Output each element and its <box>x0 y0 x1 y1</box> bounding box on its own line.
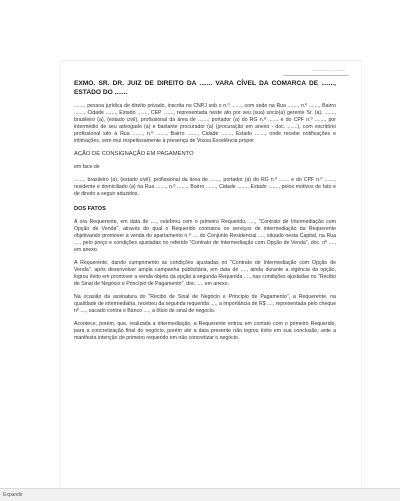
facts-heading: DOS FATOS <box>74 206 106 212</box>
defendant-paragraph: ......., brasileiro (a), (estado civil), profissional da área de ......., portador (a) do RG n.º ....... e do CPF n.º ......., residente e domiciliado (a) na Rua ......., n.º ......., Bairro ......., Cidade ......., Estado ......., pelos motivos de fato e de direito a seguir aduzidos. <box>74 177 336 197</box>
expand-link[interactable]: Expandir <box>3 492 23 498</box>
versus-text: em face de <box>74 164 100 170</box>
facts-paragraph-3: Na ocasião da assinatura do "Recibo de Sinal de Negócio e Princípio de Pagamento", a Requerente, na qualidade de intermediária, recebeu da segunda requerida ...., a importância de R$ ...., representada pelo cheque nº ...., sacado contra o Banco ...., a título de sinal de negócio. <box>74 294 336 314</box>
facts-paragraph-4: Acontece, porém, que, realizada a intermediação, a Requerente entrou em contato com o primeiro Requerido, para a concretização final do negócio, porém até a data presente não logrou êxito em sua conclusão, ante a manifesta intenção do primeiro requerido em não concretizar o negócio. <box>74 321 336 341</box>
document-content <box>74 80 336 348</box>
action-title: AÇÃO DE CONSIGNAÇÃO EM PAGAMENTO <box>74 151 194 157</box>
intro-paragraph: ......., pessoa jurídica de direito privado, inscrita no CNPJ sob o n.º ......., com sede na Rua ......., n.º ......., Bairro ......., Cidade ......., Estado ......., CEP ......., representada neste ato por seu (sua) sócio(a) gerente Sr. (a). ......., brasileiro (a), (estado civil), profissional da área de ......., portador (a) do RG n.º ....... e do CPF n.º ......., por intermédio de seu advogado (a) e bastante procurador (a) (procuração em anexo - doc. .......), com escritório profissional sito à Rua ......., n.º ......., Bairro ......., Cidade ......., Estado ......., onde recebe notificações e intimações, vem mui respeitosamente à presença de Vossa Excelência propor <box>74 103 336 144</box>
status-bar <box>0 488 400 501</box>
document-title: EXMO. SR. DR. JUIZ DE DIREITO DA ....... VARA CÍVEL DA COMARCA DE ......., ESTADO DO ....... <box>74 80 336 96</box>
page-header-mark: — — — — — — <box>283 66 349 76</box>
facts-paragraph-1: A ora Requerente, em data de ...., celebrou com o primeiro Requerido, ...., "Contrato de Intermediação com Opção de Venda", através do qual o Requerido contratou os serviços de intermediação da Requerente objetivando promover a venda do apartamento n.º .... do Conjunto Residencial ...., situado nesta Capital, na Rua ...., pelo preço e condições ajustadas no referido "Contrato de Intermediação com Opção de Venda", doc. nº ...., em anexo. <box>74 219 336 253</box>
facts-paragraph-2: A Requerente, dando cumprimento às condições ajustadas no "Contrato de Intermediação com Opção de Venda", após desenvolver ampla campanha publicitária, em data de ...., ainda durante a vigência da opção, logrou êxito em promover a venda objeto da opção à segunda Requerida ...., nas condições ajustadas no "Recibo de Sinal de Negócio e Princípio de Pagamento", doc. .... em anexo. <box>74 260 336 287</box>
